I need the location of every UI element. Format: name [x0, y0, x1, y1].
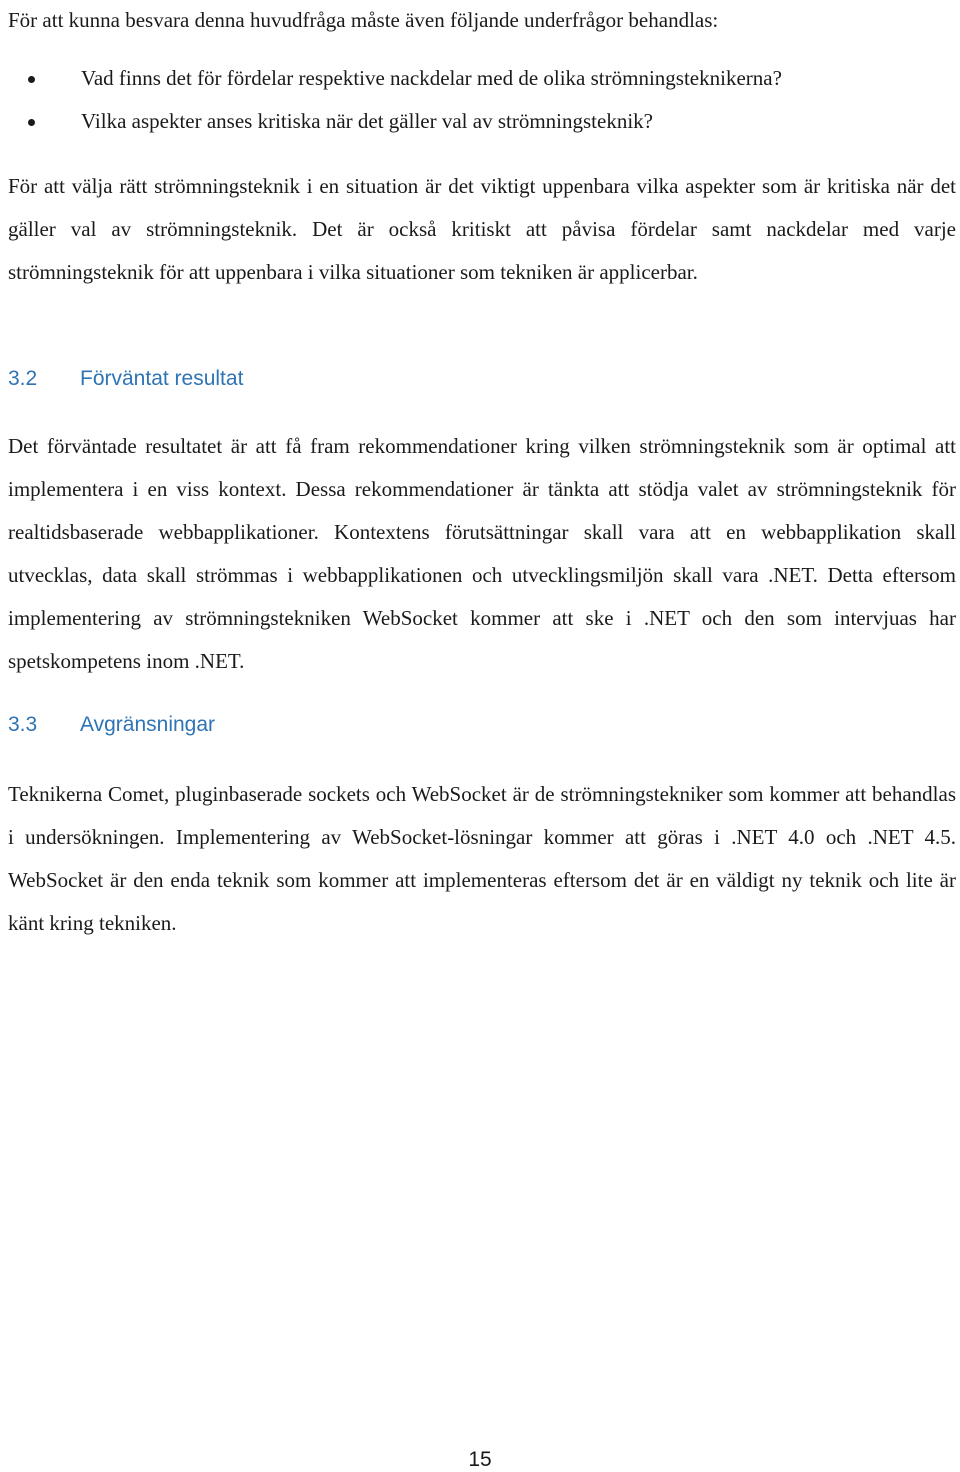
paragraph-expected-result: Det förväntade resultatet är att få fram rekommendationer kring vilken strömningsteknik som är optimal att implementera i en viss kontext. Dessa rekommendationer är tänkta att stödja valet av strömningsteknik för realtidsbaserade webbapplikationer. Kontextens förutsättningar skall vara att en webbapplikation skall utvecklas, data skall strömmas i webbapplikationen och utvecklingsmiljön skall vara .NET. Detta eftersom implementering av strömningstekniken WebSocket kommer att ske i .NET och den som intervjuas har spetskompetens inom .NET. [8, 434, 956, 673]
section-title: Förväntat resultat [80, 367, 244, 390]
section-title: Avgränsningar [80, 713, 216, 736]
list-item-text: Vad finns det för fördelar respektive nackdelar med de olika strömningsteknikerna? [81, 66, 782, 90]
paragraph-aspects: För att välja rätt strömningsteknik i en situation är det viktigt uppenbara vilka aspekter som är kritiska när det gäller val av strömningsteknik. Det är också kritiskt att påvisa fördelar samt nackdelar med varje strömningsteknik för att uppenbara i vilka situationer som tekniken är applicerbar. [8, 174, 956, 284]
section-number: 3.3 [8, 713, 38, 736]
list-item [8, 100, 956, 143]
paragraph-delimitations: Teknikerna Comet, pluginbaserade sockets och WebSocket är de strömningstekniker som kommer att behandlas i undersökningen. Implementering av WebSocket-lösningar kommer att göras i .NET 4.0 och .NET 4.5. WebSocket är den enda teknik som kommer att implementeras eftersom det är en väldigt ny teknik och lite är känt kring tekniken. [8, 782, 956, 935]
section-number: 3.2 [8, 367, 38, 390]
question-list [8, 57, 956, 143]
intro-text: För att kunna besvara denna huvudfråga måste även följande underfrågor behandlas: [8, 8, 719, 32]
bullet-icon [28, 76, 35, 83]
bullet-icon [28, 119, 35, 126]
section-heading-3-3 [8, 713, 215, 737]
list-item [8, 57, 956, 100]
list-item-text: Vilka aspekter anses kritiska när det gäller val av strömningsteknik? [81, 109, 653, 133]
section-heading-3-2 [8, 367, 243, 391]
page-number: 15 [468, 1448, 492, 1471]
